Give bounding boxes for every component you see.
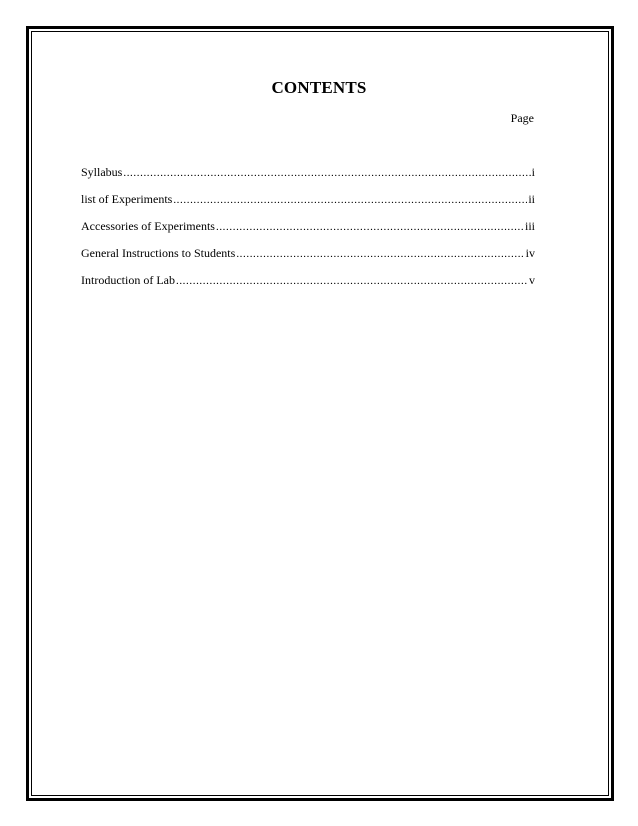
toc-dot-leader xyxy=(173,190,527,210)
toc-entry-label: General Instructions to Students xyxy=(81,246,236,260)
toc-entry-general-instructions[interactable] xyxy=(81,243,535,270)
toc-dot-leader xyxy=(216,217,524,237)
contents-title: CONTENTS xyxy=(271,78,367,97)
toc-dot-leader xyxy=(123,163,530,183)
toc-entry-page: iii xyxy=(524,219,535,233)
table-of-contents xyxy=(81,162,535,297)
toc-entry-page: v xyxy=(529,273,535,287)
toc-entry-accessories[interactable] xyxy=(81,216,535,243)
toc-entry-page: iv xyxy=(525,246,535,260)
toc-entry-label: Accessories of Experiments xyxy=(81,219,215,233)
toc-entry-page: i xyxy=(531,165,535,179)
page-column-label: Page xyxy=(510,111,534,125)
toc-entry-list-of-experiments[interactable] xyxy=(81,189,535,216)
contents-heading xyxy=(0,78,638,98)
toc-entry-introduction[interactable] xyxy=(81,270,535,297)
toc-entry-page: ii xyxy=(528,192,535,206)
toc-dot-leader xyxy=(236,244,524,264)
toc-entry-label: list of Experiments xyxy=(81,192,173,206)
page-border-inner xyxy=(31,31,609,796)
toc-entry-label: Introduction of Lab xyxy=(81,273,175,287)
toc-entry-label: Syllabus xyxy=(81,165,123,179)
toc-dot-leader xyxy=(176,271,528,291)
toc-entry-syllabus[interactable] xyxy=(81,162,535,189)
